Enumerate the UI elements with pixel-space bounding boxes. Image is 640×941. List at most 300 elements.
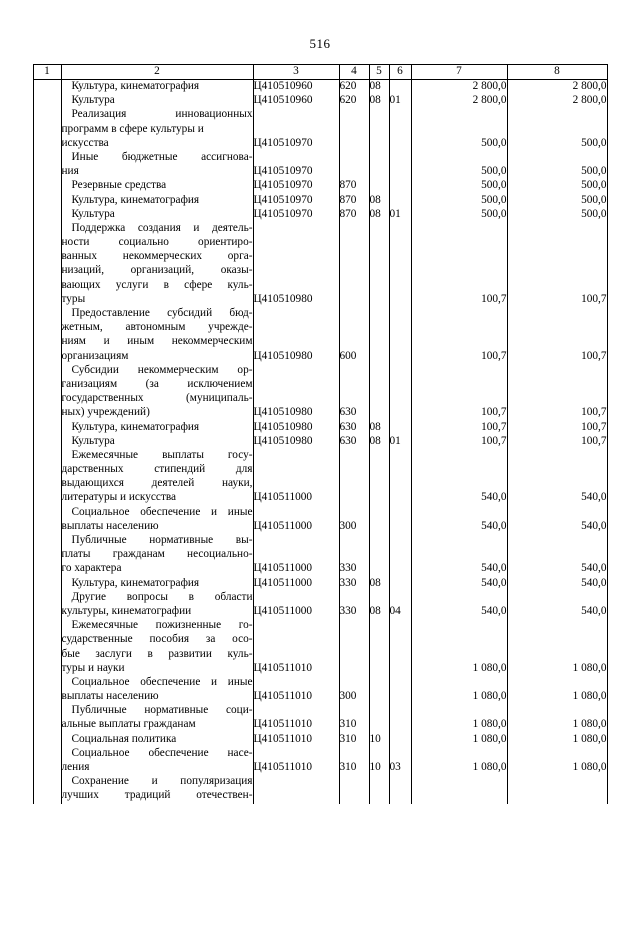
- row-col1: [33, 350, 61, 364]
- table-row: [33, 491, 607, 505]
- row-name: организациям: [61, 350, 253, 364]
- table-row: [33, 591, 607, 605]
- row-expense-type: [339, 137, 369, 151]
- row-expense-type: [339, 151, 369, 165]
- row-amount-year1: [411, 648, 507, 662]
- row-col1: [33, 676, 61, 690]
- row-target-code: [253, 648, 339, 662]
- row-expense-type: 630: [339, 406, 369, 420]
- row-amount-year1: [411, 151, 507, 165]
- row-expense-type: [339, 506, 369, 520]
- row-col1: [33, 151, 61, 165]
- table-row: [33, 449, 607, 463]
- table-row: [33, 194, 607, 208]
- row-expense-type: [339, 236, 369, 250]
- row-target-code: Ц410510960: [253, 94, 339, 108]
- row-name: сударственные пособия за осо-: [61, 633, 253, 647]
- table-row: [33, 704, 607, 718]
- row-amount-year1: 2 800,0: [411, 94, 507, 108]
- row-col1: [33, 94, 61, 108]
- row-col1: [33, 718, 61, 732]
- row-name: литературы и искусства: [61, 491, 253, 505]
- row-col1: [33, 307, 61, 321]
- row-section: [369, 633, 389, 647]
- row-section: [369, 236, 389, 250]
- row-expense-type: [339, 279, 369, 293]
- row-subsection: [389, 364, 411, 378]
- row-col1: [33, 179, 61, 193]
- row-col1: [33, 789, 61, 803]
- row-target-code: [253, 335, 339, 349]
- row-name: ния: [61, 165, 253, 179]
- row-name: альные выплаты гражданам: [61, 718, 253, 732]
- row-target-code: Ц410510980: [253, 421, 339, 435]
- row-subsection: [389, 704, 411, 718]
- row-subsection: 01: [389, 208, 411, 222]
- row-target-code: Ц410511010: [253, 718, 339, 732]
- row-amount-year2: 100,7: [507, 350, 607, 364]
- row-expense-type: 870: [339, 194, 369, 208]
- row-amount-year2: [507, 321, 607, 335]
- row-col1: [33, 406, 61, 420]
- row-subsection: [389, 548, 411, 562]
- row-col1: [33, 477, 61, 491]
- row-section: [369, 491, 389, 505]
- table-row: [33, 364, 607, 378]
- row-col1: [33, 577, 61, 591]
- row-amount-year2: [507, 222, 607, 236]
- row-col1: [33, 548, 61, 562]
- table-row: [33, 208, 607, 222]
- row-name: бые заслуги в развитии куль-: [61, 648, 253, 662]
- row-expense-type: 310: [339, 733, 369, 747]
- row-name: Социальное обеспечение и иные: [61, 676, 253, 690]
- row-subsection: [389, 591, 411, 605]
- row-col1: [33, 491, 61, 505]
- table-row: [33, 151, 607, 165]
- table-row: [33, 463, 607, 477]
- row-col1: [33, 264, 61, 278]
- row-target-code: [253, 775, 339, 789]
- row-expense-type: 330: [339, 562, 369, 576]
- row-target-code: [253, 123, 339, 137]
- row-col1: [33, 293, 61, 307]
- row-amount-year1: 1 080,0: [411, 662, 507, 676]
- row-section: [369, 562, 389, 576]
- row-amount-year2: [507, 392, 607, 406]
- row-subsection: [389, 789, 411, 803]
- table-row: [33, 264, 607, 278]
- row-name: Поддержка создания и деятель-: [61, 222, 253, 236]
- row-section: [369, 591, 389, 605]
- row-subsection: 04: [389, 605, 411, 619]
- row-subsection: [389, 449, 411, 463]
- row-expense-type: [339, 619, 369, 633]
- table-row: [33, 321, 607, 335]
- row-section: [369, 392, 389, 406]
- table-row: [33, 520, 607, 534]
- row-amount-year1: [411, 633, 507, 647]
- row-amount-year2: 1 080,0: [507, 690, 607, 704]
- column-header-5: 5: [369, 65, 389, 80]
- row-name: государственных (муниципаль-: [61, 392, 253, 406]
- row-target-code: Ц410511010: [253, 733, 339, 747]
- row-section: [369, 676, 389, 690]
- row-expense-type: [339, 250, 369, 264]
- row-section: 08: [369, 577, 389, 591]
- row-amount-year1: 540,0: [411, 520, 507, 534]
- row-amount-year2: [507, 477, 607, 491]
- row-col1: [33, 378, 61, 392]
- row-name: Иные бюджетные ассигнова-: [61, 151, 253, 165]
- row-section: [369, 293, 389, 307]
- row-amount-year1: [411, 463, 507, 477]
- row-name: жетным, автономным учрежде-: [61, 321, 253, 335]
- row-name: Социальная политика: [61, 733, 253, 747]
- column-header-4: 4: [339, 65, 369, 80]
- row-subsection: [389, 194, 411, 208]
- table-row: [33, 392, 607, 406]
- row-subsection: [389, 137, 411, 151]
- row-amount-year2: 1 080,0: [507, 761, 607, 775]
- column-header-3: 3: [253, 65, 339, 80]
- table-row: [33, 690, 607, 704]
- row-section: [369, 335, 389, 349]
- row-target-code: Ц410510980: [253, 435, 339, 449]
- row-amount-year2: [507, 463, 607, 477]
- row-subsection: [389, 151, 411, 165]
- row-amount-year2: 540,0: [507, 520, 607, 534]
- row-name: го характера: [61, 562, 253, 576]
- table-row: [33, 562, 607, 576]
- row-target-code: [253, 548, 339, 562]
- row-amount-year1: [411, 123, 507, 137]
- row-col1: [33, 534, 61, 548]
- row-target-code: Ц410511000: [253, 491, 339, 505]
- row-col1: [33, 236, 61, 250]
- row-target-code: Ц410510980: [253, 293, 339, 307]
- row-amount-year2: [507, 449, 607, 463]
- row-target-code: [253, 378, 339, 392]
- row-section: 08: [369, 421, 389, 435]
- row-section: [369, 463, 389, 477]
- row-amount-year2: [507, 335, 607, 349]
- row-section: [369, 350, 389, 364]
- table-row: [33, 335, 607, 349]
- row-section: [369, 378, 389, 392]
- table-row: [33, 761, 607, 775]
- row-expense-type: [339, 449, 369, 463]
- table-row: [33, 506, 607, 520]
- row-target-code: Ц410511010: [253, 761, 339, 775]
- row-col1: [33, 449, 61, 463]
- row-target-code: Ц410511000: [253, 562, 339, 576]
- row-name: Культура, кинематография: [61, 577, 253, 591]
- row-col1: [33, 279, 61, 293]
- row-name: программ в сфере культуры и: [61, 123, 253, 137]
- row-amount-year2: [507, 534, 607, 548]
- row-subsection: [389, 378, 411, 392]
- row-target-code: [253, 534, 339, 548]
- table-row: [33, 222, 607, 236]
- row-amount-year2: [507, 747, 607, 761]
- row-section: [369, 789, 389, 803]
- row-section: [369, 307, 389, 321]
- row-target-code: [253, 591, 339, 605]
- row-amount-year2: 1 080,0: [507, 733, 607, 747]
- row-subsection: [389, 179, 411, 193]
- row-expense-type: 620: [339, 80, 369, 95]
- row-col1: [33, 633, 61, 647]
- row-amount-year2: 500,0: [507, 179, 607, 193]
- table-header: [33, 65, 607, 80]
- table-row: [33, 123, 607, 137]
- row-section: [369, 718, 389, 732]
- row-subsection: [389, 406, 411, 420]
- row-expense-type: [339, 789, 369, 803]
- row-subsection: [389, 491, 411, 505]
- row-name: выплаты населению: [61, 690, 253, 704]
- row-expense-type: [339, 747, 369, 761]
- row-amount-year2: 540,0: [507, 605, 607, 619]
- row-col1: [33, 506, 61, 520]
- table-row: [33, 619, 607, 633]
- row-col1: [33, 194, 61, 208]
- row-expense-type: [339, 392, 369, 406]
- row-amount-year1: [411, 477, 507, 491]
- row-subsection: [389, 222, 411, 236]
- row-amount-year2: 100,7: [507, 435, 607, 449]
- row-section: [369, 534, 389, 548]
- row-name: Публичные нормативные вы-: [61, 534, 253, 548]
- row-amount-year1: 500,0: [411, 179, 507, 193]
- row-amount-year1: 100,7: [411, 421, 507, 435]
- row-amount-year1: 100,7: [411, 406, 507, 420]
- table-row: [33, 733, 607, 747]
- row-col1: [33, 704, 61, 718]
- row-col1: [33, 591, 61, 605]
- row-section: [369, 137, 389, 151]
- row-amount-year2: [507, 250, 607, 264]
- row-target-code: [253, 279, 339, 293]
- row-section: [369, 179, 389, 193]
- row-section: [369, 108, 389, 122]
- row-expense-type: [339, 335, 369, 349]
- row-name: Социальное обеспечение насе-: [61, 747, 253, 761]
- row-expense-type: [339, 548, 369, 562]
- row-target-code: Ц410511000: [253, 577, 339, 591]
- row-col1: [33, 364, 61, 378]
- row-expense-type: [339, 364, 369, 378]
- row-col1: [33, 690, 61, 704]
- row-target-code: [253, 747, 339, 761]
- row-amount-year2: 540,0: [507, 577, 607, 591]
- row-amount-year2: 100,7: [507, 293, 607, 307]
- row-section: [369, 123, 389, 137]
- row-section: 08: [369, 94, 389, 108]
- column-header-6: 6: [389, 65, 411, 80]
- row-amount-year1: [411, 321, 507, 335]
- row-col1: [33, 208, 61, 222]
- row-expense-type: [339, 463, 369, 477]
- row-section: [369, 264, 389, 278]
- row-amount-year1: 540,0: [411, 577, 507, 591]
- row-amount-year2: 500,0: [507, 208, 607, 222]
- row-amount-year1: [411, 108, 507, 122]
- table-row: [33, 293, 607, 307]
- row-name: Субсидии некоммерческим ор-: [61, 364, 253, 378]
- row-subsection: [389, 293, 411, 307]
- row-section: [369, 321, 389, 335]
- row-amount-year1: [411, 264, 507, 278]
- row-subsection: [389, 321, 411, 335]
- row-target-code: [253, 264, 339, 278]
- row-amount-year2: 100,7: [507, 406, 607, 420]
- row-section: [369, 449, 389, 463]
- row-expense-type: [339, 321, 369, 335]
- row-target-code: [253, 250, 339, 264]
- row-section: 08: [369, 194, 389, 208]
- row-target-code: [253, 704, 339, 718]
- table-row: [33, 534, 607, 548]
- row-subsection: [389, 477, 411, 491]
- row-section: 10: [369, 761, 389, 775]
- row-subsection: [389, 123, 411, 137]
- row-subsection: [389, 676, 411, 690]
- row-name: вающих услуги в сфере куль-: [61, 279, 253, 293]
- row-section: [369, 364, 389, 378]
- row-target-code: [253, 108, 339, 122]
- table-row: [33, 94, 607, 108]
- row-col1: [33, 775, 61, 789]
- row-subsection: [389, 690, 411, 704]
- table-row: [33, 250, 607, 264]
- row-name: Публичные нормативные соци-: [61, 704, 253, 718]
- row-target-code: Ц410511010: [253, 662, 339, 676]
- row-amount-year2: 500,0: [507, 165, 607, 179]
- row-subsection: [389, 335, 411, 349]
- row-target-code: [253, 633, 339, 647]
- row-col1: [33, 747, 61, 761]
- row-name: ганизациям (за исключением: [61, 378, 253, 392]
- row-amount-year1: [411, 378, 507, 392]
- table-row: [33, 633, 607, 647]
- row-subsection: [389, 307, 411, 321]
- row-name: Предоставление субсидий бюд-: [61, 307, 253, 321]
- row-amount-year2: 2 800,0: [507, 80, 607, 95]
- row-expense-type: 630: [339, 435, 369, 449]
- document-page: [0, 36, 640, 941]
- table-row: [33, 477, 607, 491]
- row-name: ных) учреждений): [61, 406, 253, 420]
- table-row: [33, 676, 607, 690]
- row-col1: [33, 392, 61, 406]
- row-name: Культура, кинематография: [61, 421, 253, 435]
- row-amount-year2: 1 080,0: [507, 718, 607, 732]
- row-subsection: [389, 747, 411, 761]
- budget-table: [33, 64, 608, 804]
- row-amount-year1: [411, 222, 507, 236]
- row-amount-year2: 500,0: [507, 137, 607, 151]
- row-col1: [33, 605, 61, 619]
- row-amount-year1: [411, 775, 507, 789]
- row-expense-type: 620: [339, 94, 369, 108]
- row-amount-year2: 540,0: [507, 491, 607, 505]
- row-subsection: [389, 108, 411, 122]
- row-expense-type: 600: [339, 350, 369, 364]
- row-name: ванных некоммерческих орга-: [61, 250, 253, 264]
- row-amount-year1: [411, 704, 507, 718]
- row-name: Реализация инновационных: [61, 108, 253, 122]
- row-target-code: [253, 789, 339, 803]
- row-expense-type: [339, 378, 369, 392]
- row-col1: [33, 520, 61, 534]
- row-amount-year1: [411, 307, 507, 321]
- row-amount-year2: [507, 789, 607, 803]
- row-name: Культура: [61, 208, 253, 222]
- row-expense-type: [339, 108, 369, 122]
- row-target-code: Ц410510970: [253, 208, 339, 222]
- row-expense-type: [339, 775, 369, 789]
- row-col1: [33, 463, 61, 477]
- row-amount-year1: [411, 236, 507, 250]
- row-expense-type: 330: [339, 605, 369, 619]
- row-target-code: [253, 506, 339, 520]
- row-amount-year1: [411, 250, 507, 264]
- row-name: Социальное обеспечение и иные: [61, 506, 253, 520]
- row-section: [369, 747, 389, 761]
- row-amount-year1: [411, 335, 507, 349]
- row-expense-type: [339, 491, 369, 505]
- row-target-code: [253, 236, 339, 250]
- row-subsection: [389, 648, 411, 662]
- row-amount-year2: [507, 548, 607, 562]
- row-name: Культура: [61, 94, 253, 108]
- row-subsection: [389, 421, 411, 435]
- row-expense-type: [339, 165, 369, 179]
- table-row: [33, 307, 607, 321]
- row-section: [369, 690, 389, 704]
- row-amount-year2: [507, 108, 607, 122]
- row-amount-year1: 1 080,0: [411, 761, 507, 775]
- row-name: Культура, кинематография: [61, 80, 253, 95]
- row-amount-year1: 500,0: [411, 165, 507, 179]
- row-subsection: [389, 80, 411, 95]
- row-name: Ежемесячные пожизненные го-: [61, 619, 253, 633]
- row-amount-year1: 100,7: [411, 350, 507, 364]
- row-section: [369, 250, 389, 264]
- row-expense-type: [339, 648, 369, 662]
- row-name: платы гражданам несоциально-: [61, 548, 253, 562]
- row-col1: [33, 222, 61, 236]
- row-col1: [33, 662, 61, 676]
- table-row: [33, 435, 607, 449]
- row-expense-type: [339, 123, 369, 137]
- row-amount-year2: [507, 633, 607, 647]
- row-expense-type: [339, 307, 369, 321]
- row-expense-type: [339, 222, 369, 236]
- table-row: [33, 406, 607, 420]
- table-row: [33, 236, 607, 250]
- row-amount-year1: [411, 548, 507, 562]
- row-section: [369, 548, 389, 562]
- row-name: выплаты населению: [61, 520, 253, 534]
- column-header-7: 7: [411, 65, 507, 80]
- row-target-code: [253, 463, 339, 477]
- table-row: [33, 747, 607, 761]
- row-amount-year2: [507, 279, 607, 293]
- row-amount-year2: [507, 123, 607, 137]
